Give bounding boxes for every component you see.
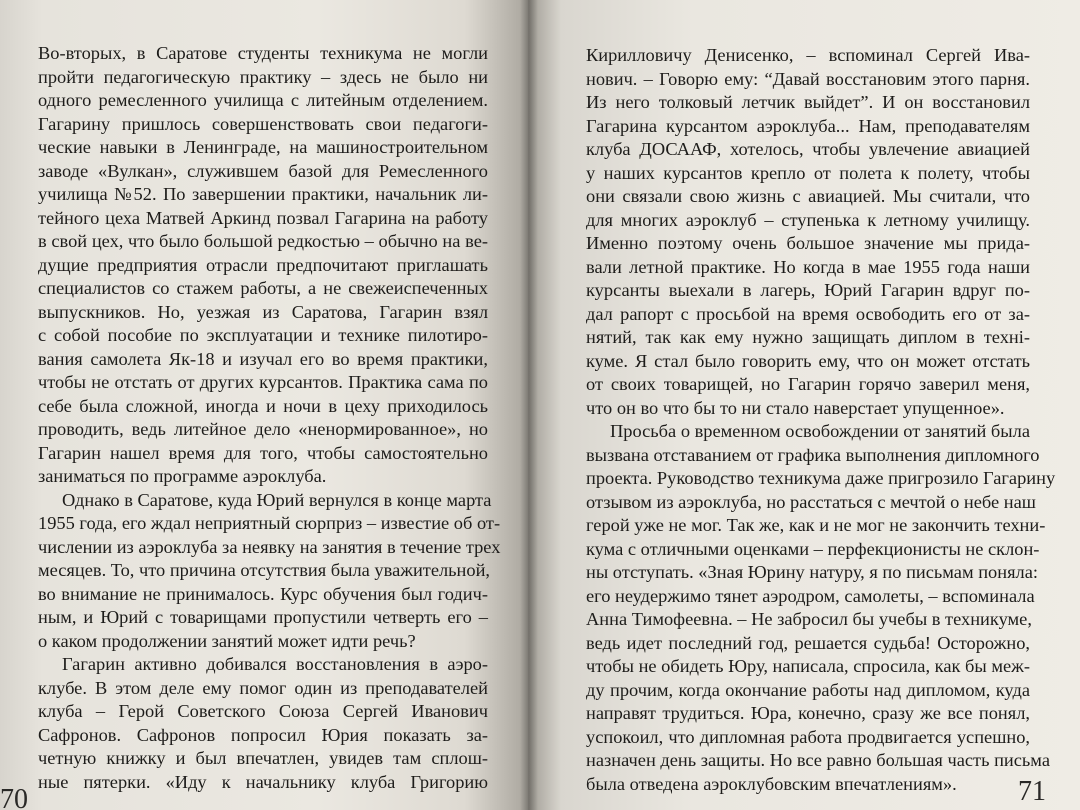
- text-line: кума с отличными оценками – перфекционисты не склон-: [586, 538, 1040, 559]
- text-line: отзывом из аэроклуба, но расстаться с мечтой о небе наш: [586, 491, 1036, 512]
- text-line: четную книжку и был впечатлен, увидев там сплош-: [38, 748, 488, 768]
- text-line: месяцев. То, что причина отсутствия была уважительной,: [38, 560, 491, 580]
- text-line: они связали свою жизнь с авиацией. Мы считали, что: [586, 186, 1030, 206]
- text-line: Во-вторых, в Саратове студенты техникума не могли: [38, 43, 488, 63]
- text-line: тейного цеха Матвей Аркинд позвал Гагарина на работу: [38, 207, 488, 228]
- text-line: в свой цех, что было большой редкостью – обычно на ве-: [38, 231, 488, 251]
- text-line: вания самолета Як-18 и изучал его во время практики,: [38, 348, 488, 369]
- text-line: проводить, ведь литейное дело «ненормированное», но: [38, 419, 488, 439]
- text-line: для многих аэроклуб – ступенька к летному училищу.: [586, 209, 1030, 230]
- book-gutter-shadow: [520, 0, 538, 810]
- text-line: пройти педагогическую практику – здесь не было ни: [38, 66, 488, 87]
- text-line: чтобы не обидеть Юру, написала, спросила, как бы меж-: [586, 656, 1030, 676]
- text-line: Анна Тимофеевна. – Не забросил бы учебы в техникуме,: [586, 609, 1032, 629]
- text-line: нятий, так как ему нужно защищать диплом в технi-: [586, 327, 1030, 347]
- text-line: куме. Я стал было говорить ему, что он может отстать: [586, 350, 1030, 371]
- text-line: выпускников. Но, уезжая из Саратова, Гагарин взял: [38, 301, 488, 322]
- text-line: вали летной практике. Но когда в мае 1955 года наши: [586, 256, 1030, 277]
- text-line: Гагарина курсантом аэроклуба... Нам, преподавателям: [586, 115, 1030, 136]
- text-line: нович. – Говорю ему: “Давай восстановим этого парня.: [586, 68, 1030, 89]
- left-page-text: [38, 42, 501, 794]
- text-line: Из него толковый летчик выйдет”. И он восстановил: [586, 92, 1030, 112]
- text-line: Именно поэтому очень большое значение мы прида-: [586, 233, 1030, 253]
- text-line: курсанты выехали в лагерь, Юрий Гагарин вдруг по-: [586, 280, 1030, 300]
- text-line: у наших курсантов крепло от полета к полету, чтобы: [586, 162, 1030, 183]
- text-line: клуба – Герой Советского Союза Сергей Иванович: [38, 701, 488, 721]
- text-line: числении из аэроклуба за неявку на занятия в течение трех: [38, 536, 501, 557]
- text-line: ным, и Юрий с товарищами пропустили четверть его –: [38, 607, 488, 627]
- text-line: Однако в Саратове, куда Юрий вернулся в конце марта: [62, 489, 492, 510]
- text-line: проекта. Руководство техникума даже пригрозило Гагарину: [586, 468, 1056, 488]
- text-line: клуба ДОСААФ, хотелось, чтобы увлечение авиацией: [586, 139, 1030, 159]
- page-number-right: 71: [1018, 776, 1046, 807]
- text-line: что он во что бы то ни стало наверстает упущенное».: [586, 397, 1005, 418]
- left-page: [0, 0, 528, 810]
- text-line: специалистов со стажем работы, а не свежеиспеченных: [38, 278, 488, 298]
- text-line: с собой пособие по эксплуатации и технике пилотиро-: [38, 325, 488, 345]
- text-line: дал рапорт с просьбой на время освободить его от за-: [586, 303, 1030, 324]
- text-line: Сафронов. Сафронов попросил Юрия показать за-: [38, 724, 488, 745]
- text-line: ведь идет последний год, решается судьба! Осторожно,: [586, 632, 1030, 653]
- text-line: от своих товарищей, но Гагарин горячо заверил меня,: [586, 374, 1030, 394]
- text-line: ны отступать. «Зная Юрину натуру, я по письмам поняла:: [586, 562, 1038, 582]
- text-line: направят трудиться. Юра, конечно, сразу же все понял,: [586, 703, 1030, 723]
- text-line: Просьба о временном освобождении от занятий была: [610, 421, 1030, 441]
- text-line: училища №52. По завершении практики, начальник ли-: [38, 184, 488, 204]
- text-line: была отведена аэроклубовским впечатлениям».: [586, 773, 957, 794]
- text-line: одного ремесленного училища с литейным отделением.: [38, 90, 488, 110]
- page-number-left: 70: [0, 784, 28, 810]
- text-line: заниматься по программе аэроклуба.: [38, 466, 327, 486]
- text-line: вызвана отставанием от графика выполнения дипломного: [586, 444, 1040, 465]
- text-line: его неудержимо тянет аэродром, самолеты, – вспоминала: [586, 585, 1035, 606]
- text-line: себе была сложной, иногда и ночи в цеху приходилось: [38, 395, 488, 416]
- text-line: ду прочим, когда окончание работы над дипломом, куда: [586, 679, 1030, 700]
- text-line: успокоил, что дипломная работа продвигается успешно,: [586, 726, 1030, 747]
- text-line: Гагарин активно добивался восстановления в аэро-: [62, 654, 488, 674]
- text-line: Гагарин нашел время для того, чтобы самостоятельно: [38, 442, 488, 463]
- text-line: о каком продолжении занятий может идти речь?: [38, 630, 416, 651]
- text-line: 1955 года, его ждал неприятный сюрприз – известие об от-: [38, 513, 501, 533]
- text-line: заводе «Вулкан», служившем базой для Ремесленного: [38, 160, 488, 181]
- text-line: ческие навыки в Ленинграде, на машиностроительном: [38, 137, 488, 157]
- text-line: во внимание не принималось. Курс обучения был годич-: [38, 583, 488, 604]
- text-line: Кирилловичу Денисенко, – вспоминал Сергей Ива-: [586, 45, 1030, 65]
- text-line: клубе. В этом деле ему помог один из преподавателей: [38, 677, 488, 698]
- text-line: дущие предприятия отрасли предпочитают приглашать: [38, 254, 488, 275]
- text-line: назначен день защиты. Но все равно большая часть письма: [586, 750, 1050, 770]
- text-line: ные пятерки. «Иду к начальнику клуба Григорию: [38, 771, 488, 792]
- text-line: герой уже не мог. Так же, как и не мог не закончить техни-: [586, 515, 1046, 535]
- text-line: чтобы не отстать от других курсантов. Практика сама по: [38, 372, 488, 392]
- text-line: Гагарину пришлось совершенствовать свои педагоги-: [38, 113, 488, 134]
